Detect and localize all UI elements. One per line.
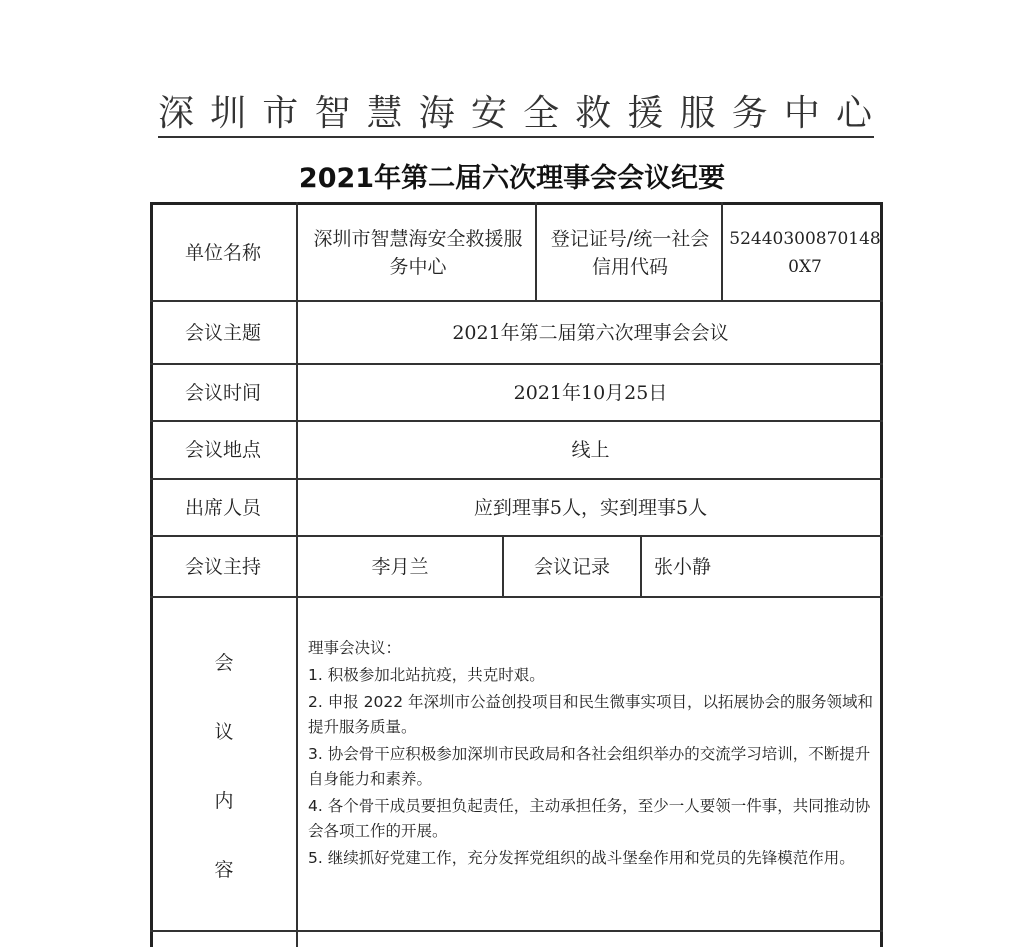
host-label: 会议主持 [184, 555, 261, 578]
place-label: 会议地点 [184, 439, 261, 461]
time-value: 2021年10月25日 [513, 381, 668, 404]
topic-label: 会议主题 [184, 321, 261, 344]
column-divider [721, 202, 723, 300]
place-value: 线上 [571, 439, 610, 461]
content-label-char: 内 [214, 790, 234, 812]
resolution-item: 5. 继续抓好党建工作，充分发挥党组织的战斗堡垒作用和党员的先锋模范作用。 [308, 849, 855, 867]
row-divider [150, 596, 883, 598]
attendees-label: 出席人员 [184, 496, 261, 519]
recorder-value: 张小静 [654, 555, 712, 578]
registration-label: 登记证号/统一社会信用代码 [550, 227, 710, 278]
column-divider [535, 202, 537, 300]
document-title: 2021年第二届六次理事会会议纪要 [298, 163, 726, 194]
content-label-char: 议 [214, 721, 234, 743]
recorder-label: 会议记录 [533, 555, 610, 578]
resolution-item: 4. 各个骨干成员要担负起责任，主动承担任务，至少一人要领一件事，共同推动协会各项工作的开展。 [308, 797, 871, 840]
resolution-item: 2. 申报 2022 年深圳市公益创投项目和民生微事实项目，以拓展协会的服务领域和提升服务质量。 [308, 693, 874, 736]
attendees-value: 应到理事5人，实到理事5人 [473, 496, 708, 519]
host-value: 李月兰 [371, 555, 429, 578]
resolution-item: 1. 积极参加北站抗疫，共克时艰。 [308, 666, 545, 684]
resolution-item: 3. 协会骨干应积极参加深圳市民政局和各社会组织举办的交流学习培训，不断提升自身能力和素养。 [308, 745, 871, 788]
organization-title: 深圳市智慧海安全救援服务中心 [158, 92, 874, 138]
meeting-content [308, 636, 876, 873]
content-label-char: 会 [214, 652, 234, 674]
meeting-content-label [150, 600, 298, 930]
registration-value: 524403008701480X7 [729, 228, 881, 277]
row-divider [150, 930, 883, 932]
unit-name-label: 单位名称 [184, 241, 261, 264]
topic-value: 2021年第二届第六次理事会会议 [452, 321, 729, 344]
content-label-char: 容 [214, 859, 234, 881]
unit-name-value: 深圳市智慧海安全救援服务中心 [313, 227, 523, 278]
time-label: 会议时间 [184, 381, 261, 404]
resolutions-heading: 理事会决议： [308, 639, 402, 657]
